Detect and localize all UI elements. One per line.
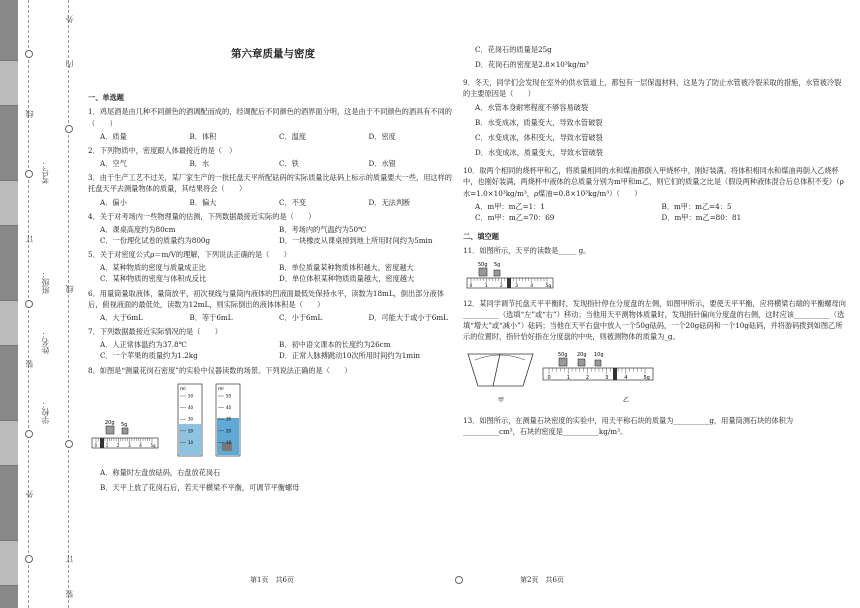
ruler-tick-label: 3 [128, 442, 131, 448]
question-7: 7．下列数据最接近实际情况的是（ ） [88, 327, 222, 337]
weight-label: 50g [478, 262, 488, 269]
option: B．水 [189, 159, 210, 169]
option: D．密度 [368, 131, 396, 141]
options-7 [100, 339, 458, 361]
option: D．水变成冰，质量变大，导致水管破裂 [475, 148, 603, 158]
option: C．某种物质的密度与体积成反比 [100, 274, 207, 284]
section-heading: 二、填空题 [463, 232, 499, 242]
gray-binding-bar [0, 0, 18, 608]
binding-hole-icon [25, 555, 33, 563]
question-6: 6．用量筒量取液体，量筒放平，初次视线与量筒内液体的凹液面最低处保持水平，读数为18mL，倒出部分液体后，俯视液面的最低处，读数为12mL，则实际倒出的液体体积是（ ） [88, 288, 444, 309]
question-4: 4．关于对考场内一些物理量的估测，下列数据最接近实际的是（ ） [88, 211, 316, 221]
option: B．等于6mL [189, 312, 233, 322]
weight-50g-icon [559, 358, 567, 366]
page-title: 第六章质量与密度 [231, 48, 315, 60]
seal-char: 线 [65, 285, 74, 293]
ruler-tick-label: 5g [643, 375, 650, 382]
ruler-tick-label: 3 [515, 284, 518, 290]
left-page [88, 0, 458, 608]
option: B．天平上放了花岗石后，若天平横梁不平衡，可调节平衡螺母 [100, 483, 300, 493]
option: A．空气 [100, 159, 127, 169]
options-3 [100, 197, 458, 208]
weight-label: 5g [121, 421, 128, 428]
ruler-tick-label: 0 [94, 442, 98, 448]
ruler-tick-label: 4 [624, 375, 628, 382]
seal-char: 内 [65, 60, 74, 68]
options-8-cont [475, 44, 848, 74]
weight-label: 20g [577, 352, 587, 359]
option: A．质量 [100, 131, 127, 141]
option: B．初中语文课本的长度约为26cm [279, 340, 391, 350]
option: A．偏小 [100, 197, 127, 207]
rider-icon [613, 368, 617, 380]
section-heading: 一、单选题 [88, 93, 124, 103]
seal-char: 外 [65, 15, 74, 23]
binding-block [0, 300, 18, 346]
question-1: 1．鸡尾酒是由几种不同颜色的酒调配而成的，经调配后不同颜色的酒界面分明，这是由于不同颜色的酒具有不同的（ ） [88, 107, 452, 128]
ruler-tick-label: 5g [150, 442, 156, 448]
balance-beam-ruler [543, 368, 653, 380]
binding-hole-icon [25, 170, 33, 178]
binding-block [0, 420, 18, 466]
ruler-tick-label: 1 [566, 375, 570, 382]
page-divider-icon [455, 576, 463, 584]
question-8: 8．如图是“测量花岗石密度”的实验中仪器读数的场景。下列说法正确的是（ ） [88, 365, 352, 375]
option: D．正常人脉搏跳动10次所用时间约为1min [279, 351, 421, 361]
question-11: 11．如图所示，天平的读数是_____ g。 [463, 246, 591, 256]
cylinder-tick-label: 30 [226, 416, 232, 422]
school-label: 学校： [41, 400, 50, 424]
ruler-tick-label: 2 [585, 375, 590, 382]
cylinder-tick-label: 40 [188, 404, 194, 410]
cylinder-unit: ml [180, 386, 186, 392]
options-8 [100, 467, 458, 497]
option: A．某种物质的密度与质量成正比 [100, 263, 206, 273]
seal-char: 外 [25, 490, 34, 498]
question-9: 9．冬天，同学们会发现在室外的供水管道上，都包有一层保温材料，这是为了防止水管被冷裂采取的措施，水管被冷裂的主要原因是（ ） [463, 78, 842, 99]
options-9 [475, 102, 848, 163]
option: B．m甲：m乙=4：5 [661, 201, 732, 211]
seal-char: 装 [65, 590, 74, 598]
weight-label: 10g [594, 352, 604, 359]
option: C．温度 [279, 131, 307, 141]
question-2: 2．下列物质中，密度跟人体最接近的是（ ） [88, 145, 237, 155]
seal-char: 订 [25, 235, 34, 243]
option: D．水银 [368, 159, 396, 169]
weight-label: 5g [494, 262, 501, 269]
question-13: 13．如图所示，在测量石块密度的实验中，用天平称石块的质量为__________g，用量筒测石块的体积为__________cm³，石块的密度是__________kg/m³。 [463, 416, 794, 437]
ruler-tick-label: 2 [499, 284, 503, 290]
binding-hole-icon [65, 440, 73, 448]
binding-block [0, 540, 18, 586]
cylinder-tick-label: 20 [188, 428, 194, 434]
option: C．不变 [279, 197, 307, 207]
weight-50g-icon [479, 268, 487, 276]
option: B．考场内的气温约为50℃ [279, 224, 367, 234]
question-5: 5．关于对密度公式ρ＝m/V的理解，下列说法正确的是（ ） [88, 250, 291, 260]
ruler-tick-label: 4 [530, 284, 534, 290]
question-3: 3．由于生产工艺不过关，某厂家生产的一批托盘天平所配砝码的实际质量比砝码上标示的质量要大一些，用这样的托盘天平去测量物体的质量，其结果将会（ ） [88, 173, 452, 194]
seal-char: 线 [25, 110, 34, 118]
ruler-tick-label: 4 [139, 442, 142, 448]
name-label: 姓名： [41, 330, 50, 354]
option: D．m甲：m乙=80：81 [661, 212, 742, 222]
seal-char: 装 [25, 360, 34, 368]
option: C．铁 [279, 159, 299, 169]
option: D．可能大于或小于6mL [368, 312, 448, 322]
question-12: 12．某同学调节托盘天平平衡时，发现指针停在分度盘的左侧，如图甲所示，要使天平平衡，应将横梁右端的平衡螺母向__________（选填“左”或“右”）移动；当他用天平测物体质量时，发现指针偏向分度盘的右侧，这时应该__________（选填“增大”或“减小”）砝码；当他在天平右盘中放入一个50g砝码，一个20g砝码和一个10g砝码，并将游码拨到如图乙所示的位置时，指针恰好指在分度盘的中央，则被测物体的质量为_g。 [463, 298, 846, 341]
options-1 [100, 131, 458, 142]
figure-8-svg [88, 380, 458, 460]
figure-caption: 乙 [623, 397, 630, 405]
option: A．课桌高度约为80cm [100, 224, 176, 234]
figure-11-svg [463, 260, 573, 290]
binding-block [0, 60, 18, 106]
binding-hole-icon [25, 50, 33, 58]
binding-block [0, 180, 18, 226]
figure-12-svg [463, 346, 843, 408]
cylinder-tick-label: 40 [226, 404, 232, 410]
ruler-tick-label: 2 [116, 442, 120, 448]
options-2 [100, 158, 458, 169]
weight-label: 50g [558, 352, 568, 359]
options-10 [475, 201, 848, 223]
weight-20g-icon [578, 359, 585, 366]
option: C．小于6mL [279, 312, 323, 322]
cylinder-tick-label: 20 [226, 428, 232, 434]
seal-char: 订 [65, 555, 74, 563]
ruler-tick-label: 3 [605, 375, 609, 382]
options-4 [100, 224, 458, 246]
page-footer-left: 第1页 共6页 [250, 576, 294, 584]
right-page [463, 40, 848, 580]
weight-5g-icon [122, 428, 128, 434]
figure-caption: 甲 [498, 397, 505, 405]
page-footer-right: 第2页 共6页 [520, 576, 564, 584]
option: D．无法判断 [368, 197, 411, 207]
option: A．m甲：m乙=1：1 [475, 201, 545, 211]
option: B．体积 [189, 131, 217, 141]
option: D．一块橡皮从课桌掉到地上所用时间约为5min [279, 235, 433, 245]
binding-hole-icon [65, 125, 73, 133]
option: A．水管本身耐寒程度不够容易破裂 [475, 102, 589, 112]
figure-11 [463, 260, 848, 293]
option: B．偏大 [189, 197, 217, 207]
cut-line [68, 0, 69, 608]
ruler-tick-label: 5g [545, 284, 552, 290]
option: A．大于6mL [100, 312, 143, 322]
cylinder-tick-label: 10 [226, 439, 232, 445]
ruler-tick-label: 1 [105, 442, 109, 448]
options-5 [100, 262, 458, 284]
figure-12 [463, 346, 848, 411]
option: C．m甲：m乙=70：69 [475, 212, 555, 222]
weight-10g-icon [595, 360, 601, 366]
option: B．水变成冰，质量变大，导致水管破裂 [475, 117, 603, 127]
option: C．花岗石的质量是25g [475, 45, 552, 54]
option: B．单位质量某种物质体积越大，密度越大 [279, 263, 414, 273]
ruler-tick-label: 0 [469, 284, 473, 290]
cylinder-tick-label: 50 [188, 393, 194, 399]
option: C．水变成冰，体积变大，导致水管破裂 [475, 132, 603, 142]
option: A．称量时左盘放砝码，右盘放花岗石 [100, 467, 221, 477]
binding-hole-icon [25, 430, 33, 438]
ruler-tick-label: 0 [547, 375, 551, 382]
exam-no-label: 考号： [41, 160, 50, 184]
cylinder-unit: ml [218, 386, 224, 392]
binding-hole-icon [25, 300, 33, 308]
weight-20g-icon [106, 426, 114, 434]
question-10: 10．取两个相同的烧杯甲和乙，将质量相同的水和煤油都倒入甲烧杯中，刚好装满。将体积相同水和煤油再倒入乙烧杯中，也刚好装满，两烧杯中液体的总质量分别为m甲和m乙，则它们的质量之比是（假设两种液体混合后总体积不变）（ρ水=1.0×10³kg/m³，ρ煤油=0.8×10³kg/m³）（ ） [463, 166, 844, 198]
figure-8 [88, 380, 458, 463]
option: D．单位体积某种物质质量越大，密度越大 [279, 274, 415, 284]
option: C．一份理化试卷的质量约为800g [100, 235, 211, 245]
option: C．一个苹果的质量约为1.2kg [100, 351, 198, 361]
cylinder-tick-label: 30 [188, 416, 194, 422]
binding-margin [0, 0, 76, 608]
options-6 [100, 312, 458, 323]
option: A．人正常体温约为37.8℃ [100, 340, 187, 350]
weight-label: 20g [105, 419, 115, 426]
weight-5g-icon [494, 270, 500, 276]
class-label: 班级： [41, 270, 50, 294]
ruler-tick-label: 1 [484, 284, 488, 290]
cylinder-tick-label: 10 [188, 439, 194, 445]
option: D．花岗石的密度是2.8×10³kg/m³ [475, 60, 589, 70]
cylinder-tick-label: 50 [226, 393, 232, 399]
